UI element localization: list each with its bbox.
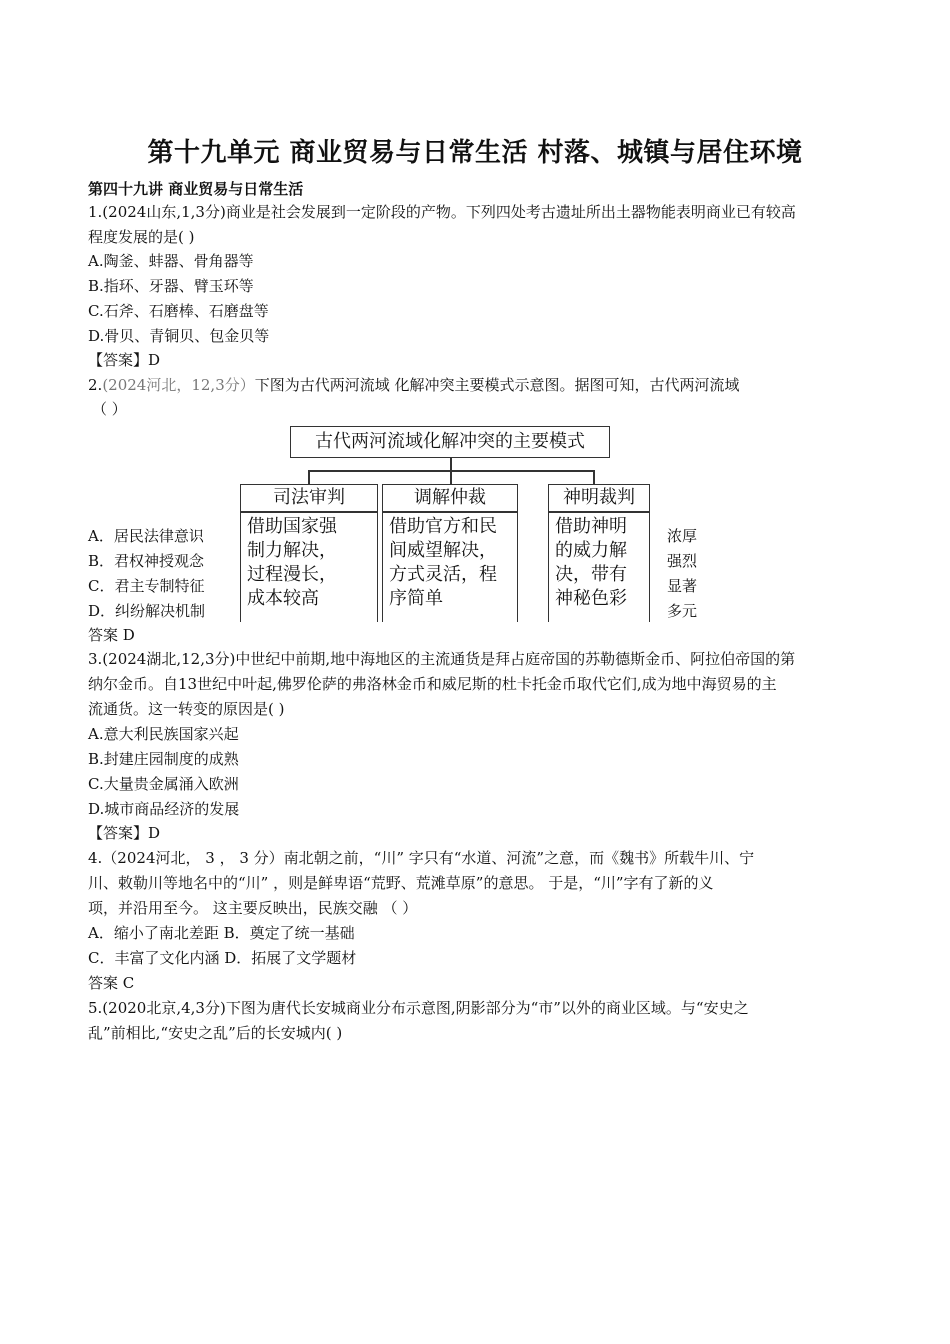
q3-answer: 【答案】D — [88, 824, 161, 842]
q2-source: (2024河北，12,3分） — [102, 376, 255, 394]
q4-stem-line3: 项，并沿用至今。 这主要反映出，民族交融 （ ） — [88, 899, 418, 917]
connector-right — [593, 470, 595, 484]
q3-option-c: C.大量贵金属涌入欧洲 — [88, 775, 239, 793]
q5-stem-line1: 5.(2020北京,4,3分)下图为唐代长安城商业分布示意图,阴影部分为“市”以外的商业区域。与“安史之 — [88, 999, 749, 1017]
box-mediation-body: 借助官方和民 间威望解决， 方式灵活，程 序简单 — [382, 512, 518, 622]
q3-stem-line2: 纳尔金币。自13世纪中叶起,佛罗伦萨的弗洛林金币和威尼斯的杜卡托金币取代它们,成为地中海贸易的主 — [88, 675, 777, 693]
q4-stem-line1: 4.（2024河北， 3 ， 3 分）南北朝之前，“川” 字只有“水道、河流”之意，而《魏书》所载牛川、宁 — [88, 849, 755, 867]
q2-stem-text: 下图为古代两河流域 化解冲突主要模式示意图。据图可知，古代两河流域 — [254, 376, 740, 394]
q2-answer: 答案 D — [88, 626, 135, 644]
q3-option-b: B.封建庄园制度的成熟 — [88, 750, 239, 768]
conflict-resolution-diagram — [238, 426, 662, 622]
connector-middle — [450, 470, 452, 484]
box-judicial-body: 借助国家强 制力解决， 过程漫长， 成本较高 — [240, 512, 378, 622]
q2-number: 2. — [88, 376, 103, 394]
q2-option-c-end: 显著 — [667, 577, 698, 595]
q2-option-d-end: 多元 — [667, 602, 698, 620]
q1-answer: 【答案】D — [88, 351, 161, 369]
box-mediation-head: 调解仲裁 — [382, 484, 518, 512]
q3-stem-line3: 流通货。这一转变的原因是( ) — [88, 700, 285, 718]
q4-options-row2: C．丰富了文化内涵 D．拓展了文学题材 — [88, 949, 357, 967]
unit-title: 第十九单元 商业贸易与日常生活 村落、城镇与居住环境 — [147, 138, 803, 168]
q2-option-d: D．纠纷解决机制 — [88, 602, 206, 620]
q1-option-b: B.指环、牙器、臂玉环等 — [88, 277, 254, 295]
connector-left — [308, 470, 310, 484]
q5-stem-line2: 乱”前相比,“安史之乱”后的长安城内( ) — [88, 1024, 343, 1042]
q2-option-a-end: 浓厚 — [667, 527, 698, 545]
q2-option-b: B．君权神授观念 — [88, 552, 205, 570]
q3-stem-line1: 3.(2024湖北,12,3分)中世纪中前期,地中海地区的主流通货是拜占庭帝国的苏勒德斯金币、阿拉伯帝国的第 — [88, 650, 796, 668]
connector-stem — [450, 458, 452, 470]
q2-paren: （ ） — [92, 400, 127, 418]
box-divine-body: 借助神明 的威力解 决，带有 神秘色彩 — [548, 512, 650, 622]
q2-option-a: A．居民法律意识 — [88, 527, 204, 545]
box-divine-head: 神明裁判 — [548, 484, 650, 512]
q1-stem-line2: 程度发展的是( ) — [88, 228, 195, 246]
q1-option-a: A.陶釜、蚌器、骨角器等 — [88, 252, 254, 270]
q1-option-d: D.骨贝、青铜贝、包金贝等 — [88, 327, 270, 345]
q3-option-d: D.城市商品经济的发展 — [88, 800, 240, 818]
q3-option-a: A.意大利民族国家兴起 — [88, 725, 239, 743]
q4-answer: 答案 C — [88, 974, 135, 992]
lecture-title: 第四十九讲 商业贸易与日常生活 — [88, 180, 304, 198]
q1-option-c: C.石斧、石磨棒、石磨盘等 — [88, 302, 269, 320]
box-judicial-head: 司法审判 — [240, 484, 378, 512]
diagram-title: 古代两河流域化解冲突的主要模式 — [290, 426, 610, 458]
q1-stem-line1: 1.(2024山东,1,3分)商业是社会发展到一定阶段的产物。下列四处考古遗址所出土器物能表明商业已有较高 — [88, 203, 796, 221]
q2-option-b-end: 强烈 — [667, 552, 698, 570]
q2-option-c: C．君主专制特征 — [88, 577, 205, 595]
q2-stem — [88, 374, 740, 396]
q4-options-row1: A．缩小了南北差距 B．奠定了统一基础 — [88, 924, 355, 942]
q4-stem-line2: 川、敕勒川等地名中的“川” ，则是鲜卑语“荒野、荒滩草原”的意思。 于是，“川”字有了新的义 — [88, 874, 714, 892]
